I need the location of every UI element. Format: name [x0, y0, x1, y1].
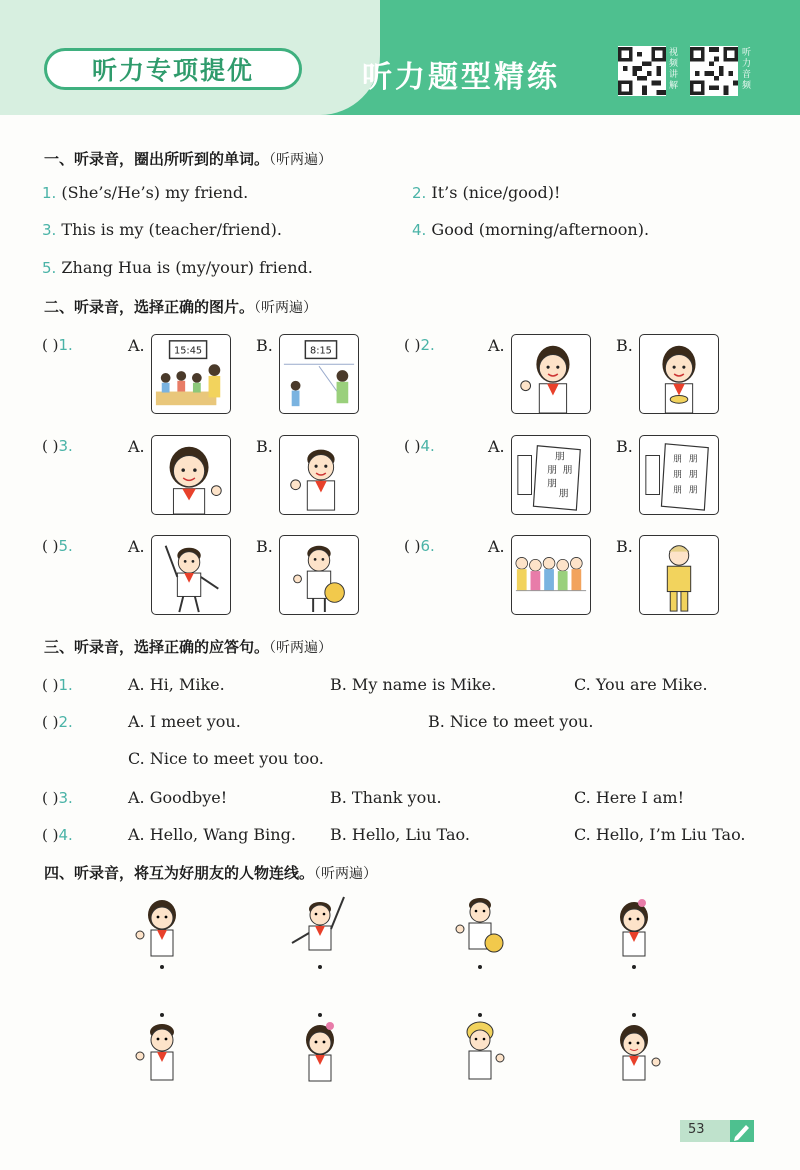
s3-q2-num: 2. — [58, 713, 73, 731]
s3-q1-option-b[interactable]: B. My name is Mike. — [330, 675, 497, 694]
s4-top-dot-2[interactable] — [318, 965, 322, 969]
s2-q1-a-picture[interactable] — [151, 334, 231, 414]
svg-text:朋: 朋 — [547, 465, 557, 477]
s2-q5-answer-blank[interactable]: ( )5. — [42, 537, 73, 555]
s2-q2-b-picture[interactable] — [639, 334, 719, 414]
section2-heading-text: 二、听录音，选择正确的图片。 — [44, 298, 255, 316]
s4-top-boy-waving[interactable] — [288, 893, 348, 963]
s2-q4-b-picture[interactable] — [639, 435, 719, 515]
s3-q2-option-b[interactable]: B. Nice to meet you. — [428, 712, 594, 731]
s2-q1-b-picture[interactable] — [279, 334, 359, 414]
s4-bottom-dot-3[interactable] — [478, 1013, 482, 1017]
clock-b-text: 8:15 — [309, 345, 332, 357]
s1-item-4 — [412, 220, 649, 239]
section3-note: （听两遍） — [269, 640, 333, 656]
s2-q3-b-picture[interactable] — [279, 435, 359, 515]
s3-q2-option-a[interactable]: A. I meet you. — [128, 712, 241, 731]
s2-q2-a-label: A. — [488, 336, 505, 355]
page-number: 53 — [688, 1122, 705, 1137]
svg-text:朋: 朋 — [554, 451, 565, 463]
s2-q2-answer-blank[interactable]: ( )2. — [404, 336, 435, 354]
s2-q6-b-picture[interactable] — [639, 535, 719, 615]
s4-bottom-dot-4[interactable] — [632, 1013, 636, 1017]
s2-q4-num: 4. — [420, 437, 435, 455]
s2-q3-a-label: A. — [128, 437, 145, 456]
section4-note: （听两遍） — [314, 866, 378, 882]
s1-item-1 — [42, 183, 248, 202]
s2-q2-num: 2. — [420, 336, 435, 354]
s4-bottom-boy-1[interactable] — [132, 1018, 192, 1088]
s2-q6-a-label: A. — [488, 537, 505, 556]
s4-bottom-dot-2[interactable] — [318, 1013, 322, 1017]
s2-q1-answer-blank[interactable]: ( )1. — [42, 336, 73, 354]
s2-q1-a-label: A. — [128, 336, 145, 355]
s3-q3-answer-blank[interactable]: ( )3. — [42, 789, 73, 807]
s3-q3-option-a[interactable]: A. Goodbye! — [128, 788, 228, 807]
s1-item-2-num: 2. — [412, 184, 427, 202]
header-badge — [44, 48, 302, 90]
section4-heading-text: 四、听录音，将互为好朋友的人物连线。 — [44, 864, 315, 882]
svg-text:朋: 朋 — [688, 469, 698, 480]
s4-top-dot-1[interactable] — [160, 965, 164, 969]
svg-text:朋: 朋 — [547, 478, 557, 490]
s2-q4-a-label: A. — [488, 437, 505, 456]
s1-item-3-text: This is my (teacher/friend). — [61, 220, 282, 239]
s2-q6-answer-blank[interactable]: ( )6. — [404, 537, 435, 555]
s3-q3-option-c[interactable]: C. Here I am! — [574, 788, 685, 807]
s4-bottom-dot-1[interactable] — [160, 1013, 164, 1017]
s1-item-1-num: 1. — [42, 184, 57, 202]
s1-item-2 — [412, 183, 560, 202]
s1-item-5 — [42, 258, 313, 277]
s4-bottom-girl-2[interactable] — [604, 1018, 664, 1088]
s3-q4-num: 4. — [58, 826, 73, 844]
s4-top-boy-ball[interactable] — [450, 893, 510, 963]
s1-item-2-text: It’s (nice/good)! — [431, 183, 561, 202]
s3-q3-num: 3. — [58, 789, 73, 807]
s2-q6-b-label: B. — [616, 537, 633, 556]
s2-q5-num: 5. — [58, 537, 73, 555]
s1-item-3-num: 3. — [42, 221, 57, 239]
s1-item-1-text: (She’s/He’s) my friend. — [61, 183, 249, 202]
s4-bottom-girl-1[interactable] — [290, 1018, 350, 1088]
qr-video-label: 视频讲解 — [669, 48, 679, 91]
svg-text:朋: 朋 — [688, 454, 698, 465]
s2-q5-b-label: B. — [256, 537, 273, 556]
s1-item-4-text: Good (morning/afternoon). — [431, 220, 650, 239]
qr-code-audio-icon[interactable] — [690, 46, 738, 96]
section4-heading — [44, 862, 377, 883]
section3-heading — [44, 636, 332, 657]
s2-q5-a-picture[interactable] — [151, 535, 231, 615]
s3-q2-answer-blank[interactable]: ( )2. — [42, 713, 73, 731]
s3-q1-option-c[interactable]: C. You are Mike. — [574, 675, 708, 694]
s4-bottom-boy-blond[interactable] — [450, 1018, 510, 1088]
s3-q2-option-c[interactable]: C. Nice to meet you too. — [128, 749, 324, 768]
s3-q4-option-a[interactable]: A. Hello, Wang Bing. — [128, 825, 296, 844]
section1-heading — [44, 148, 332, 169]
svg-text:朋: 朋 — [673, 454, 682, 465]
svg-text:朋: 朋 — [562, 465, 573, 477]
section2-note: （听两遍） — [254, 300, 318, 316]
s2-q2-a-picture[interactable] — [511, 334, 591, 414]
s2-q5-a-label: A. — [128, 537, 145, 556]
s2-q4-b-label: B. — [616, 437, 633, 456]
s3-q4-option-c[interactable]: C. Hello, I’m Liu Tao. — [574, 825, 746, 844]
header-title: 听力题型精练 — [362, 60, 560, 95]
s2-q2-b-label: B. — [616, 336, 633, 355]
svg-text:朋: 朋 — [673, 469, 682, 480]
s2-q3-a-picture[interactable] — [151, 435, 231, 515]
s2-q3-answer-blank[interactable]: ( )3. — [42, 437, 73, 455]
s4-top-girl-1[interactable] — [132, 893, 192, 963]
header-badge-text: 听力专项提优 — [91, 56, 254, 85]
s2-q6-num: 6. — [420, 537, 435, 555]
s1-item-5-num: 5. — [42, 259, 57, 277]
s2-q5-b-picture[interactable] — [279, 535, 359, 615]
s2-q6-a-picture[interactable] — [511, 535, 591, 615]
s4-top-dot-3[interactable] — [478, 965, 482, 969]
s3-q1-num: 1. — [58, 676, 73, 694]
s1-item-5-text: Zhang Hua is (my/your) friend. — [61, 258, 313, 277]
s2-q3-num: 3. — [58, 437, 73, 455]
s3-q4-option-b[interactable]: B. Hello, Liu Tao. — [330, 825, 470, 844]
s3-q4-answer-blank[interactable]: ( )4. — [42, 826, 73, 844]
svg-text:朋: 朋 — [688, 485, 698, 496]
s1-item-3 — [42, 220, 282, 239]
qr-code-video-icon[interactable] — [618, 46, 666, 96]
s3-q1-option-a[interactable]: A. Hi, Mike. — [128, 675, 225, 694]
section2-heading — [44, 296, 317, 317]
s2-q4-answer-blank[interactable]: ( )4. — [404, 437, 435, 455]
pencil-icon — [730, 1120, 754, 1142]
s4-top-dot-4[interactable] — [632, 965, 636, 969]
svg-text:朋: 朋 — [558, 488, 569, 500]
svg-text:朋: 朋 — [673, 485, 682, 496]
section3-heading-text: 三、听录音，选择正确的应答句。 — [44, 638, 270, 656]
s2-q1-num: 1. — [58, 336, 73, 354]
s2-q1-b-label: B. — [256, 336, 273, 355]
qr-audio-label: 听力音频 — [742, 48, 752, 91]
s3-q1-answer-blank[interactable]: ( )1. — [42, 676, 73, 694]
s3-q3-option-b[interactable]: B. Thank you. — [330, 788, 442, 807]
section1-heading-text: 一、听录音，圈出所听到的单词。 — [44, 150, 270, 168]
s2-q3-b-label: B. — [256, 437, 273, 456]
s2-q4-a-picture[interactable] — [511, 435, 591, 515]
s4-top-girl-2[interactable] — [604, 893, 664, 963]
clock-a-text: 15:45 — [174, 345, 203, 357]
section1-note: （听两遍） — [269, 152, 333, 168]
s1-item-4-num: 4. — [412, 221, 427, 239]
